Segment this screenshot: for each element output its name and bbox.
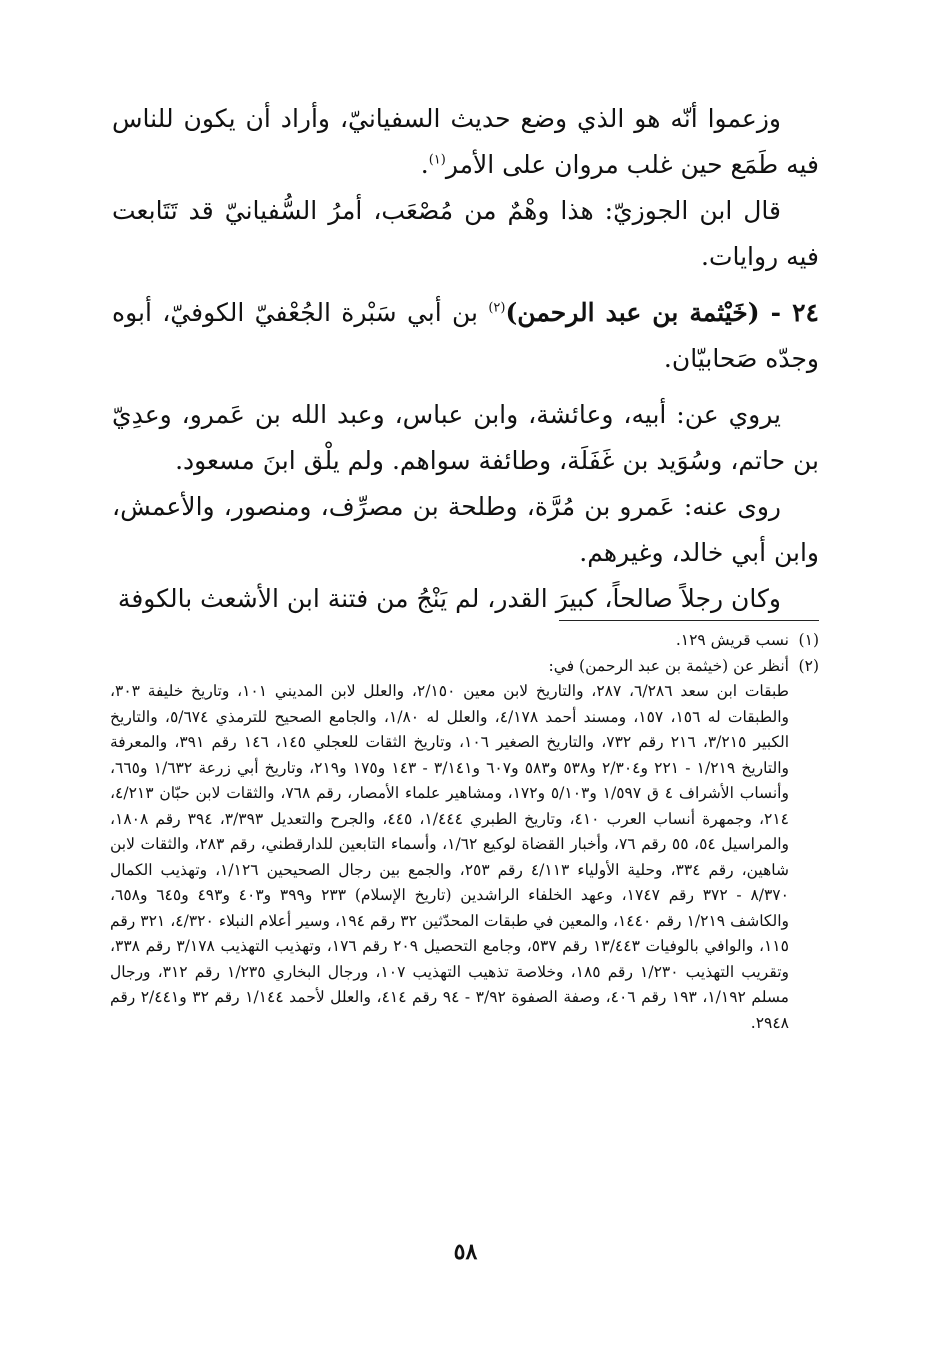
footnote-ref-1[interactable]: (١) <box>428 152 446 168</box>
entry-heading <box>112 290 819 382</box>
footnote-1 <box>110 628 819 654</box>
entry-description: بن أبي سَبْرة الجُعْفيّ الكوفيّ، أبوه وجدّه صَحابيّان. <box>112 298 819 373</box>
footnote-ref-2[interactable]: (٢) <box>488 300 506 316</box>
paragraph-narrators-from: يروي عن: أبيه، وعائشة، وابن عباس، وعبد الله بن عَمرو، وعدِيّ بن حاتم، وسُوَيد بن غَفَلَة، وطائفة سواهم. ولم يلْق ابنَ مسعود. <box>112 400 819 475</box>
main-text <box>112 96 819 622</box>
footnote-2-sources: طبقات ابن سعد ٦/٢٨٦، ٢٨٧، والتاريخ لابن معين ٢/١٥٠، والعلل لابن المديني ١٠١، وتاريخ خليفة ٣٠٣، والطبقات له ١٥٦، ١٥٧، ومسند أحمد ٤/١٧٨، والعلل له ١/٨٠، والجامع الصحيح للترمذي ٥/٦٧٤، والتاريخ الكبير ٣/٢١٥، ٢١٦ رقم ٧٣٢، والتاريخ الصغير ١٠٦، وتاريخ الثقات للعجلي ١٤٥، ١٤٦ رقم ٣٩١، والمعرفة والتاريخ ١/٢١٩ - ٢٢١ و٢/٣٠٤ و٥٣٨ و٥٨٣ و٦٠٧ و٣/١٤١ - ١٤٣ و١٧٥ و٢١٩، وتاريخ أبي زرعة ١/٦٣٢ و٦٦٥، وأنساب الأشراف ٤ ق ١/٥٩٧ و٥/١٠٣ و١٧٢، ومشاهير علماء الأمصار، رقم ٧٦٨، والثقات لابن حبّان ٤/٢١٣، ٢١٤، وجمهرة أنساب العرب ٤١٠، وتاريخ الطبري ١/٤٤٤، ٤٤٥، والجرح والتعديل ٣/٣٩٣، ٣٩٤ رقم ١٨٠٨، والمراسيل ٥٤، ٥٥ رقم ٧٦، وأخبار القضاة لوكيع ١/٦٢، وأسماء التابعين للدارقطني، رقم ٢٨٣، والثقات لابن شاهين، رقم ٣٣٤، وحلية الأولياء ٤/١١٣ رقم ٢٥٣، والجمع بين رجال الصحيحين ١/١٢٦، وتهذيب الكمال ٨/٣٧٠ - ٣٧٢ رقم ١٧٤٧، وعهد الخلفاء الراشدين (تاريخ الإسلام) ٢٣٣ و٣٩٩ و٤٠٣ و٤٩٣ و٦٤٥ و٦٥٨، والكاشف ١/٢١٩ رقم ١٤٤٠، والمعين في طبقات المحدّثين ٣٢ رقم ١٩٤، وسير أعلام النبلاء ٤/٣٢٠، ٣٢١ رقم ١١٥، والوافي بالوفيات ١٣/٤٤٣ رقم ٥٣٧، وجامع التحصيل ٢٠٩ رقم ١٧٦، وتهذيب التهذيب ٣/١٧٨ رقم ٣٣٨، وتقريب التهذيب ١/٢٣٠ رقم ١٨٥، وخلاصة تذهيب التهذيب ١٠٧، ورجال البخاري ١/٢٣٥ رقم ٣١٢، ورجال مسلم ١/١٩٢، ١٩٣ رقم ٤٠٦، وصفة الصفوة ٣/٩٢ - ٩٤ رقم ٤١٤، والعلل لأحمد ١/١٤٤ رقم ٣٢ و٢/٤٤١ رقم ٢٩٤٨. <box>110 682 790 1032</box>
footnote-2-number: (٢) <box>798 656 819 675</box>
paragraph-1-end: . <box>420 150 429 179</box>
footnote-divider <box>559 620 819 621</box>
paragraph-1 <box>112 96 819 188</box>
paragraph-narrators-to: روى عنه: عَمرو بن مُرَّة، وطلحة بن مصرِّف، ومنصور، والأعمش، وابن أبي خالد، وغيرهم. <box>112 492 819 567</box>
entry-number: ٢٤ - <box>759 298 819 327</box>
footnote-2-text: أنظر عن (خيثمة بن عبد الرحمن) في: <box>548 656 789 675</box>
footnote-2 <box>110 654 819 680</box>
footnote-1-number: (١) <box>798 631 819 649</box>
paragraph-1-text: وزعموا أنّه هو الذي وضع حديث السفيانيّ، وأراد أن يكون للناس فيه طَمَع حين غلب مروان على الأمر <box>112 104 819 179</box>
footnotes <box>110 628 819 1036</box>
paragraph-2: قال ابن الجوزيّ: هذا وهْمٌ من مُصْعَب، أمرُ السُّفيانيّ قد تَتَابعت فيه روايات. <box>112 196 819 271</box>
entry-name: (خَيْثمة بن عبد الرحمن) <box>505 298 760 327</box>
page-number: ٥٨ <box>453 1239 478 1265</box>
footnote-1-text: نسب قريش ١٢٩. <box>675 631 789 649</box>
paragraph-6: وكان رجلاً صالحاً، كبيرَ القدر، لم يَنْجُ من فتنة ابن الأشعث بالكوفة <box>117 584 781 613</box>
